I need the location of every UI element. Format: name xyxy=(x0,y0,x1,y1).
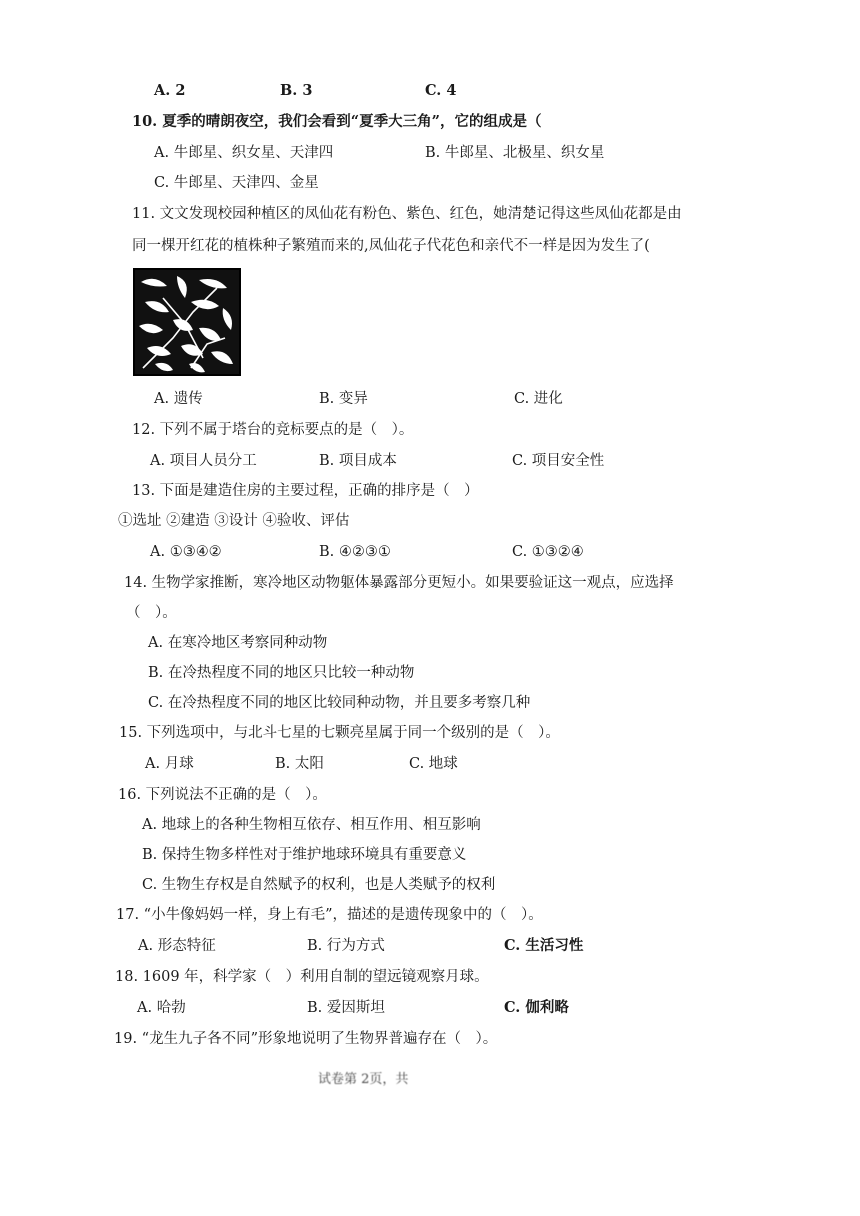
q12-stem: 12. 下列不属于塔台的竞标要点的是（ ）。 xyxy=(132,422,414,438)
q19-stem: 19. “龙生九子各不同”形象地说明了生物界普遍存在（ ）。 xyxy=(114,1031,498,1047)
q16-option-a: A. 地球上的各种生物相互依存、相互作用、相互影响 xyxy=(142,817,481,833)
q11-option-b: B. 变异 xyxy=(319,391,368,407)
q13-option-c: C. ①③②④ xyxy=(512,544,584,560)
q13-option-b: B. ④②③① xyxy=(319,544,391,560)
q11-option-c: C. 进化 xyxy=(514,391,563,407)
q17-option-b: B. 行为方式 xyxy=(307,938,385,954)
q13-option-a: A. ①③④② xyxy=(150,544,222,560)
q11-stem-line1: 11. 文文发现校园种植区的凤仙花有粉色、紫色、红色，她清楚记得这些凤仙花都是由 xyxy=(132,206,682,222)
q15-stem: 15. 下列选项中，与北斗七星的七颗亮星属于同一个级别的是（ ）。 xyxy=(119,725,560,741)
q14-option-a: A. 在寒冷地区考察同种动物 xyxy=(148,635,328,651)
q12-option-a: A. 项目人员分工 xyxy=(150,453,257,469)
q15-option-b: B. 太阳 xyxy=(275,756,324,772)
q13-stem: 13. 下面是建造住房的主要过程，正确的排序是（ ） xyxy=(132,483,479,499)
q9-option-b: B. 3 xyxy=(280,82,313,99)
q14-stem-line1: 14. 生物学家推断，寒冷地区动物躯体暴露部分更短小。如果要验证这一观点，应选择 xyxy=(124,575,674,591)
q12-option-b: B. 项目成本 xyxy=(319,453,397,469)
q10-option-c: C. 牛郎星、天津四、金星 xyxy=(154,175,319,191)
q10-option-b: B. 牛郎星、北极星、织女星 xyxy=(425,145,605,161)
q16-option-b: B. 保持生物多样性对于维护地球环境具有重要意义 xyxy=(142,847,467,863)
q10-stem: 10. 夏季的晴朗夜空，我们会看到“夏季大三角”，它的组成是（ xyxy=(132,113,542,130)
q13-items: ①选址 ②建造 ③设计 ④验收、评估 xyxy=(118,513,350,529)
q16-option-c: C. 生物生存权是自然赋予的权利，也是人类赋予的权利 xyxy=(142,877,496,893)
q18-stem: 18. 1609 年，科学家（ ）利用自制的望远镜观察月球。 xyxy=(115,969,489,985)
q18-option-c: C. 伽利略 xyxy=(504,999,569,1016)
q15-option-c: C. 地球 xyxy=(409,756,458,772)
flower-plant-image xyxy=(133,268,241,376)
q17-stem: 17. “小牛像妈妈一样，身上有毛”，描述的是遗传现象中的（ ）。 xyxy=(116,907,543,923)
q14-option-b: B. 在冷热程度不同的地区只比较一种动物 xyxy=(148,665,415,681)
q11-option-a: A. 遗传 xyxy=(154,391,203,407)
q10-option-a: A. 牛郎星、织女星、天津四 xyxy=(154,145,334,161)
q15-option-a: A. 月球 xyxy=(145,756,194,772)
q16-stem: 16. 下列说法不正确的是（ ）。 xyxy=(118,787,327,803)
q9-option-c: C. 4 xyxy=(425,82,457,99)
q17-option-c: C. 生活习性 xyxy=(504,937,584,954)
q18-option-a: A. 哈勃 xyxy=(137,1000,186,1016)
q11-stem-line2: 同一棵开红花的植株种子繁殖而来的,凤仙花子代花色和亲代不一样是因为发生了( xyxy=(132,238,650,254)
q17-option-a: A. 形态特征 xyxy=(138,938,216,954)
q14-stem-line2: （ ）。 xyxy=(126,605,177,621)
page-footer: 试卷第 2页，共 xyxy=(318,1072,409,1087)
q9-option-a: A. 2 xyxy=(154,82,186,99)
q14-option-c: C. 在冷热程度不同的地区比较同种动物，并且要多考察几种 xyxy=(148,695,531,711)
q12-option-c: C. 项目安全性 xyxy=(512,453,605,469)
q18-option-b: B. 爱因斯坦 xyxy=(307,1000,385,1016)
